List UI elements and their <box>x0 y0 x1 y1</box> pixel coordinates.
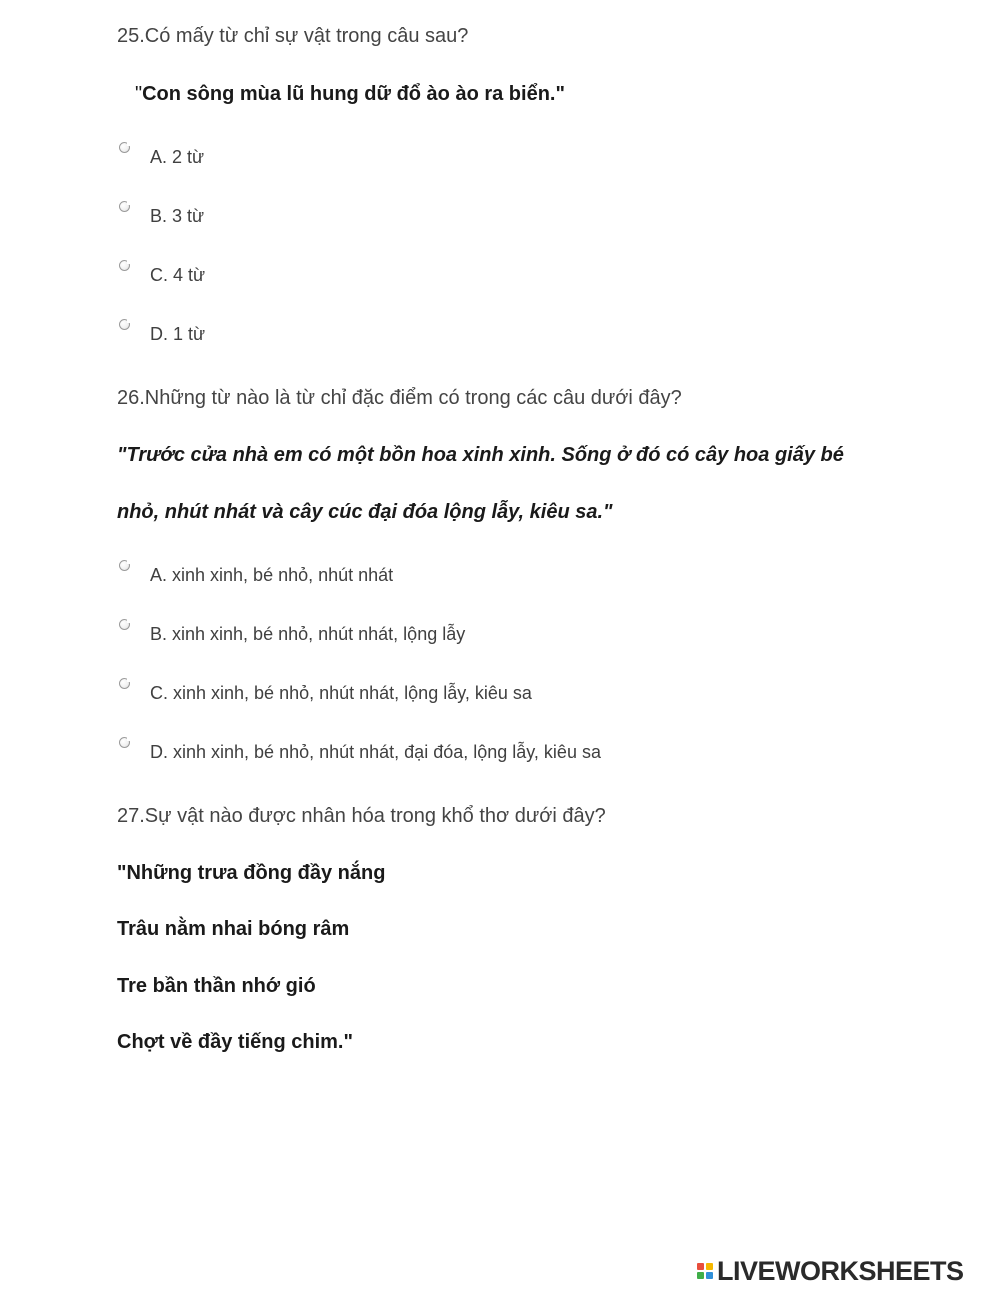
question-26-option-c-label[interactable]: C. xinh xinh, bé nhỏ, nhút nhát, lộng lẫy, kiêu sa <box>150 683 532 703</box>
question-26-prompt-line-1: "Trước cửa nhà em có một bồn hoa xinh xinh. Sống ở đó có cây hoa giấy bé <box>117 444 844 466</box>
question-26-title: 26.Những từ nào là từ chỉ đặc điểm có trong các câu dưới đây? <box>117 387 682 409</box>
question-26-option-c-radio[interactable] <box>119 678 130 689</box>
question-25-option-c-label[interactable]: C. 4 từ <box>150 265 206 285</box>
question-25-option-b-label[interactable]: B. 3 từ <box>150 206 205 226</box>
question-25-option-a-label[interactable]: A. 2 từ <box>150 147 205 167</box>
question-26-option-b-label[interactable]: B. xinh xinh, bé nhỏ, nhút nhát, lộng lẫy <box>150 624 466 644</box>
question-27-poem-line-4: Chợt về đầy tiếng chim." <box>117 1031 353 1053</box>
question-25-option-d-radio[interactable] <box>119 319 130 330</box>
question-26-option-d-radio[interactable] <box>119 737 130 748</box>
logo-blocks-icon <box>697 1263 713 1279</box>
question-27-title: 27.Sự vật nào được nhân hóa trong khổ thơ dưới đây? <box>117 805 606 827</box>
question-27-poem-line-1: "Những trưa đồng đầy nắng <box>117 862 386 884</box>
question-25-option-d-label[interactable]: D. 1 từ <box>150 324 206 344</box>
question-27-poem-line-2: Trâu nằm nhai bóng râm <box>117 918 350 940</box>
question-26-prompt-line-2: nhỏ, nhút nhát và cây cúc đại đóa lộng lẫy, kiêu sa." <box>117 501 613 523</box>
question-25-title: 25.Có mấy từ chỉ sự vật trong câu sau? <box>117 25 469 47</box>
question-25-option-a-radio[interactable] <box>119 142 130 153</box>
question-26-option-a-radio[interactable] <box>119 560 130 571</box>
logo-text: LIVEWORKSHEETS <box>717 1256 964 1286</box>
logo-block-v <box>697 1272 704 1279</box>
question-26-option-a-label[interactable]: A. xinh xinh, bé nhỏ, nhút nhát <box>150 565 394 585</box>
question-25-prompt <box>135 83 565 106</box>
liveworksheets-logo <box>697 1256 964 1286</box>
logo-block-e <box>706 1272 713 1279</box>
question-27-poem-line-3: Tre bần thần nhớ gió <box>117 975 316 997</box>
question-26-option-d-label[interactable]: D. xinh xinh, bé nhỏ, nhút nhát, đại đóa, lộng lẫy, kiêu sa <box>150 742 601 762</box>
logo-block-l <box>697 1263 704 1270</box>
question-26-option-b-radio[interactable] <box>119 619 130 630</box>
question-25-option-c-radio[interactable] <box>119 260 130 271</box>
quote-mark: " <box>135 83 143 105</box>
question-25-option-b-radio[interactable] <box>119 201 130 212</box>
logo-block-i <box>706 1263 713 1270</box>
question-25-prompt-text: Con sông mùa lũ hung dữ đổ ào ào ra biển." <box>142 83 565 105</box>
